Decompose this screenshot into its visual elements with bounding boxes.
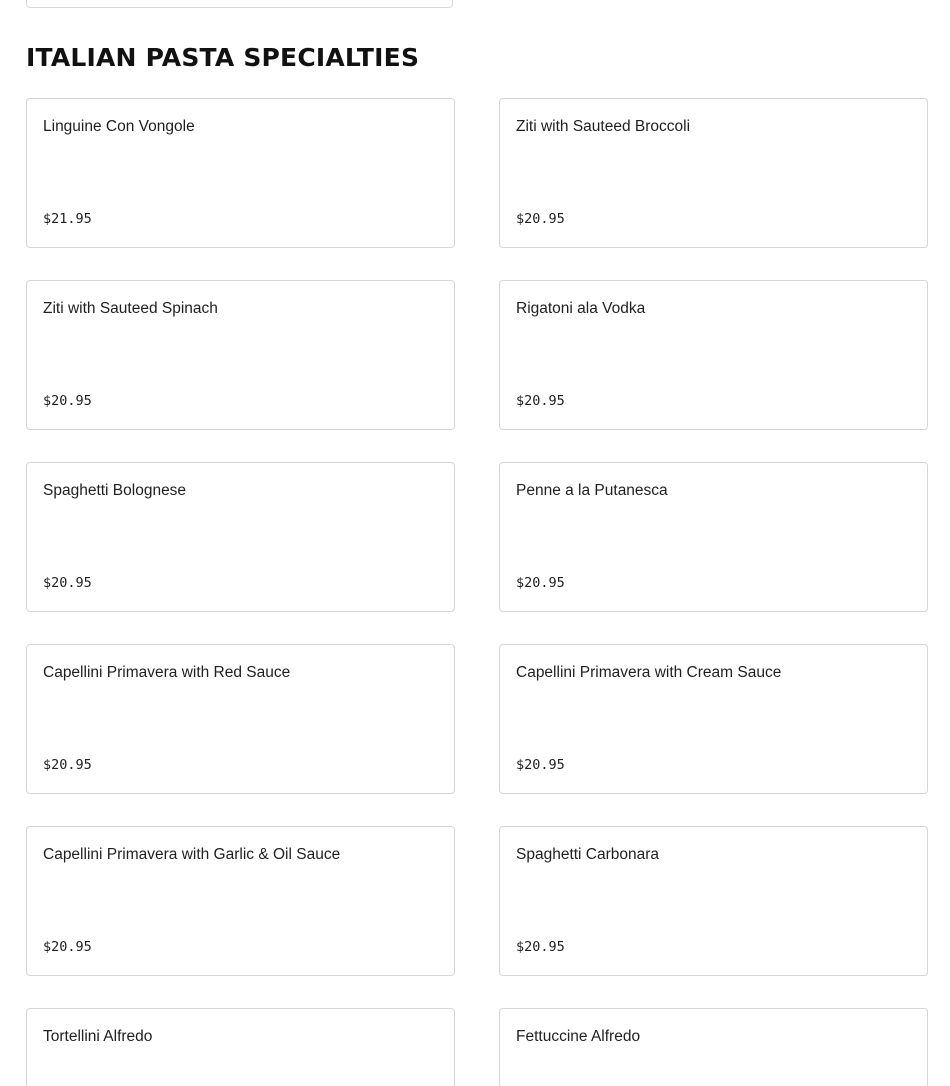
section-title: ITALIAN PASTA SPECIALTIES [26, 43, 420, 72]
menu-item-card[interactable] [499, 98, 928, 248]
menu-item-card[interactable] [26, 826, 455, 976]
menu-item-price: $21.95 [43, 211, 92, 227]
menu-item-name: Linguine Con Vongole [43, 118, 195, 135]
menu-item-price: $20.95 [43, 757, 92, 773]
menu-item-name: Ziti with Sauteed Spinach [43, 300, 218, 317]
menu-items-grid [26, 98, 928, 1086]
menu-item-price: $20.95 [43, 575, 92, 591]
menu-item-card[interactable] [26, 98, 455, 248]
menu-item-card[interactable] [499, 280, 928, 430]
menu-item-price: $20.95 [516, 211, 565, 227]
menu-item-card[interactable] [26, 280, 455, 430]
menu-item-name: Penne a la Putanesca [516, 482, 668, 499]
menu-item-price: $20.95 [516, 393, 565, 409]
menu-item-price: $20.95 [516, 939, 565, 955]
menu-item-name: Tortellini Alfredo [43, 1028, 153, 1045]
menu-item-name: Spaghetti Carbonara [516, 846, 660, 863]
menu-item-name: Capellini Primavera with Cream Sauce [516, 664, 782, 681]
menu-item-price: $20.95 [516, 575, 565, 591]
menu-item-card[interactable] [26, 1008, 455, 1086]
menu-item-card[interactable] [499, 826, 928, 976]
menu-item-name: Capellini Primavera with Garlic & Oil Sauce [43, 846, 341, 863]
menu-item-name: Rigatoni ala Vodka [516, 300, 646, 317]
menu-item-card[interactable] [499, 1008, 928, 1086]
menu-item-card[interactable] [26, 462, 455, 612]
menu-item-price: $20.95 [516, 757, 565, 773]
menu-item-card[interactable] [26, 644, 455, 794]
menu-item-card[interactable] [499, 462, 928, 612]
menu-item-name: Ziti with Sauteed Broccoli [516, 118, 691, 135]
previous-menu-item-card[interactable] [26, 0, 453, 8]
menu-item-price: $20.95 [43, 393, 92, 409]
menu-item-name: Spaghetti Bolognese [43, 482, 187, 499]
menu-item-card[interactable] [499, 644, 928, 794]
menu-item-name: Fettuccine Alfredo [516, 1028, 641, 1045]
menu-item-price: $20.95 [43, 939, 92, 955]
menu-item-name: Capellini Primavera with Red Sauce [43, 664, 291, 681]
